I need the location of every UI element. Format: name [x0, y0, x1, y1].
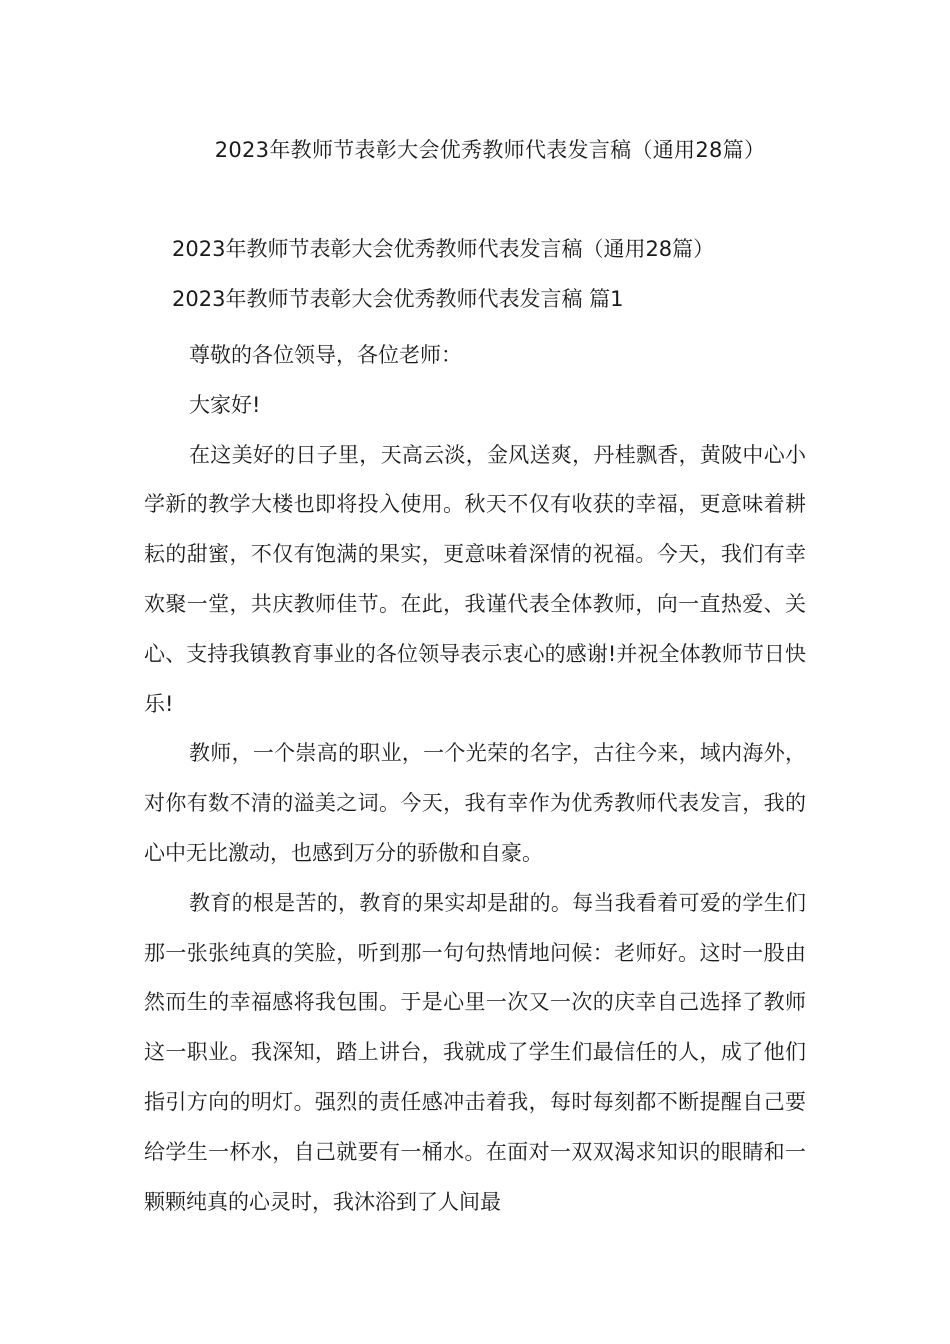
- section-heading: 2023年教师节表彰大会优秀教师代表发言稿 篇1: [172, 287, 624, 311]
- body-paragraph: 在这美好的日子里，天高云淡，金风送爽，丹桂飘香，黄陂中心小学新的教学大楼也即将投入使用。秋天不仅有收获的幸福，更意味着耕耘的甜蜜，不仅有饱满的果实，更意味着深情的祝福。今天，我们有幸欢聚一堂，共庆教师佳节。在此，我谨代表全体教师，向一直热爱、关心、支持我镇教育事业的各位领导表示衷心的感谢!并祝全体教师节日快乐!: [144, 442, 806, 716]
- document-subtitle: 2023年教师节表彰大会优秀教师代表发言稿（通用28篇）: [172, 237, 715, 261]
- greeting-paragraph: 大家好!: [189, 392, 261, 417]
- document-body: [144, 331, 806, 1227]
- body-paragraph: 教育的根是苦的，教育的果实却是甜的。每当我看着可爱的学生们那一张张纯真的笑脸，听到那一句句热情地问候：老师好。这时一股由然而生的幸福感将我包围。于是心里一次又一次的庆幸自己选择了教师这一职业。我深知，踏上讲台，我就成了学生们最信任的人，成了他们指引方向的明灯。强烈的责任感冲击着我，每时每刻都不断提醒自己要给学生一杯水，自己就要有一桶水。在面对一双双渴求知识的眼睛和一颗颗纯真的心灵时，我沐浴到了人间最: [144, 890, 806, 1214]
- body-paragraph: 教师，一个崇高的职业，一个光荣的名字，古往今来，域内海外，对你有数不清的溢美之词。今天，我有幸作为优秀教师代表发言，我的心中无比激动，也感到万分的骄傲和自豪。: [144, 741, 806, 865]
- document-title: 2023年教师节表彰大会优秀教师代表发言稿（通用28篇）: [214, 138, 766, 162]
- salutation-paragraph: 尊敬的各位领导，各位老师：: [189, 343, 462, 367]
